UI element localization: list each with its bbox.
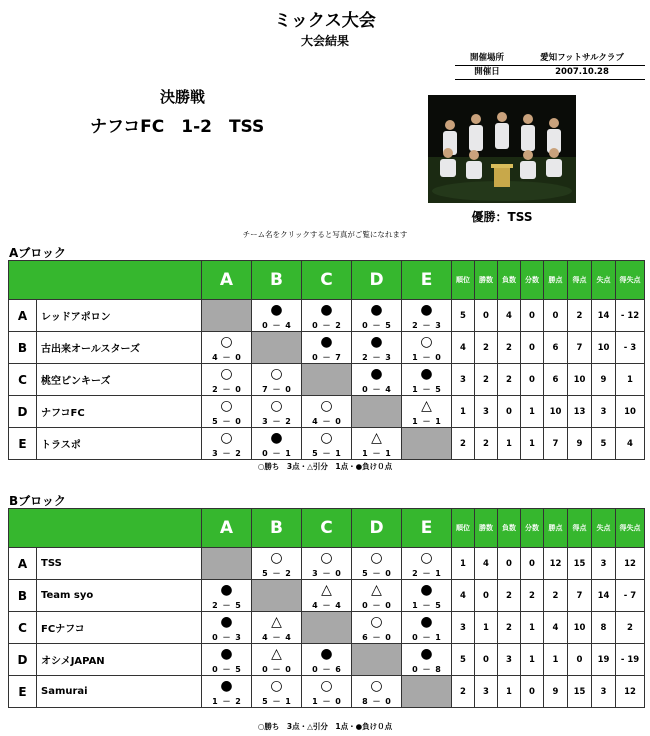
match-result-cell bbox=[252, 548, 302, 580]
self-match-cell bbox=[352, 644, 402, 676]
loss-icon: ● bbox=[220, 678, 233, 694]
stat-value: 10 bbox=[568, 612, 592, 644]
stat-header: 失点 bbox=[592, 509, 616, 548]
match-score: 0 － 7 bbox=[312, 353, 341, 362]
results-table bbox=[8, 508, 645, 708]
self-match-cell bbox=[402, 676, 452, 708]
self-match-cell bbox=[352, 396, 402, 428]
draw-icon: △ bbox=[371, 430, 382, 446]
match-result-cell bbox=[352, 580, 402, 612]
stat-value: 4 bbox=[475, 548, 498, 580]
stat-value: 0 bbox=[521, 364, 544, 396]
self-match-cell bbox=[402, 428, 452, 460]
match-score: 0 － 6 bbox=[312, 665, 341, 674]
draw-icon: △ bbox=[271, 614, 282, 630]
match-score: 0 － 1 bbox=[412, 633, 441, 642]
column-header: E bbox=[402, 509, 452, 548]
match-score: 2 － 0 bbox=[212, 385, 241, 394]
match-score: 4 － 4 bbox=[312, 601, 341, 610]
match-score: 5 － 2 bbox=[262, 569, 291, 578]
match-result-cell bbox=[202, 612, 252, 644]
stat-value: 8 bbox=[592, 612, 616, 644]
table-row bbox=[9, 332, 645, 364]
match-score: 5 － 1 bbox=[262, 697, 291, 706]
match-result-cell bbox=[352, 548, 402, 580]
win-icon: ○ bbox=[220, 430, 233, 446]
row-letter: E bbox=[9, 428, 37, 460]
stat-header: 勝数 bbox=[475, 261, 498, 300]
self-match-cell bbox=[302, 612, 352, 644]
match-score: 4 － 0 bbox=[212, 353, 241, 362]
stat-value: 0 bbox=[475, 580, 498, 612]
match-score: 1 － 5 bbox=[412, 385, 441, 394]
table-row bbox=[9, 548, 645, 580]
stat-value: 12 bbox=[616, 676, 645, 708]
column-header: A bbox=[202, 509, 252, 548]
stat-value: 1 bbox=[521, 396, 544, 428]
stat-value: 0 bbox=[498, 396, 521, 428]
stat-value: 1 bbox=[498, 676, 521, 708]
stat-value: 0 bbox=[544, 300, 568, 332]
stat-value: 2 bbox=[475, 332, 498, 364]
stat-value: - 3 bbox=[616, 332, 645, 364]
loss-icon: ● bbox=[420, 646, 433, 662]
stat-value: 9 bbox=[568, 428, 592, 460]
match-result-cell bbox=[302, 332, 352, 364]
stat-value: 10 bbox=[544, 396, 568, 428]
match-score: 0 － 0 bbox=[362, 601, 391, 610]
stat-value: 12 bbox=[544, 548, 568, 580]
win-icon: ○ bbox=[320, 398, 333, 414]
match-score: 5 － 0 bbox=[212, 417, 241, 426]
stat-value: 3 bbox=[592, 548, 616, 580]
match-score: 1 － 2 bbox=[212, 697, 241, 706]
stat-value: 1 bbox=[475, 612, 498, 644]
event-info bbox=[455, 52, 645, 80]
match-result-cell bbox=[402, 548, 452, 580]
match-result-cell bbox=[252, 428, 302, 460]
loss-icon: ● bbox=[320, 334, 333, 350]
match-score: 0 － 1 bbox=[262, 449, 291, 458]
match-score: 1 － 0 bbox=[412, 353, 441, 362]
stat-value: 1 bbox=[452, 396, 475, 428]
column-header: B bbox=[252, 261, 302, 300]
team-name-link[interactable]: FCナフコ bbox=[37, 612, 202, 644]
table-row bbox=[9, 580, 645, 612]
stat-value: 0 bbox=[521, 300, 544, 332]
self-match-cell bbox=[202, 548, 252, 580]
stat-value: 6 bbox=[544, 364, 568, 396]
match-result-cell bbox=[252, 644, 302, 676]
match-result-cell bbox=[202, 364, 252, 396]
final-label: 決勝戦 bbox=[160, 88, 206, 106]
win-icon: ○ bbox=[370, 678, 383, 694]
match-score: 1 － 5 bbox=[412, 601, 441, 610]
column-header: B bbox=[252, 509, 302, 548]
points-legend: ○勝ち 3点・△引分 1点・●負け０点 bbox=[257, 462, 393, 471]
stat-value: 0 bbox=[521, 676, 544, 708]
match-score: 1 － 1 bbox=[412, 417, 441, 426]
win-icon: ○ bbox=[220, 334, 233, 350]
match-result-cell bbox=[352, 364, 402, 396]
stat-value: 3 bbox=[592, 396, 616, 428]
stat-value: 2 bbox=[568, 300, 592, 332]
table-header-row bbox=[9, 261, 645, 300]
stat-value: 2 bbox=[498, 612, 521, 644]
win-icon: ○ bbox=[420, 334, 433, 350]
block-title: Bブロック bbox=[9, 494, 66, 508]
info-date bbox=[455, 66, 645, 80]
stat-value: 2 bbox=[544, 580, 568, 612]
stat-value: 10 bbox=[616, 396, 645, 428]
stat-value: 9 bbox=[592, 364, 616, 396]
results-table bbox=[8, 260, 645, 460]
match-score: 8 － 0 bbox=[362, 697, 391, 706]
click-note: チーム名をクリックすると写真がご覧になれます bbox=[242, 230, 408, 239]
stat-value: 1 bbox=[521, 428, 544, 460]
match-result-cell bbox=[402, 332, 452, 364]
win-icon: ○ bbox=[370, 614, 383, 630]
win-icon: ○ bbox=[270, 398, 283, 414]
stat-value: 0 bbox=[498, 548, 521, 580]
loss-icon: ● bbox=[320, 646, 333, 662]
stat-value: 3 bbox=[498, 644, 521, 676]
stat-value: 10 bbox=[568, 364, 592, 396]
stat-value: 12 bbox=[616, 548, 645, 580]
stat-value: 1 bbox=[452, 548, 475, 580]
win-icon: ○ bbox=[220, 366, 233, 382]
match-result-cell bbox=[252, 396, 302, 428]
row-letter: D bbox=[9, 396, 37, 428]
win-icon: ○ bbox=[420, 550, 433, 566]
team-name-link[interactable]: ナフコFC bbox=[37, 396, 202, 428]
table-row bbox=[9, 428, 645, 460]
match-score: 0 － 5 bbox=[212, 665, 241, 674]
info-date-label: 開催日 bbox=[474, 67, 500, 77]
win-icon: ○ bbox=[270, 678, 283, 694]
loss-icon: ● bbox=[270, 430, 283, 446]
stat-value: 5 bbox=[452, 644, 475, 676]
match-result-cell bbox=[302, 580, 352, 612]
stat-header: 勝点 bbox=[544, 509, 568, 548]
column-header: C bbox=[302, 509, 352, 548]
match-score: 2 － 1 bbox=[412, 569, 441, 578]
match-score: 4 － 0 bbox=[312, 417, 341, 426]
team-photo-image bbox=[428, 95, 576, 203]
match-score: 0 － 5 bbox=[362, 321, 391, 330]
stat-value: 2 bbox=[498, 364, 521, 396]
table-row bbox=[9, 612, 645, 644]
stat-header: 負数 bbox=[498, 261, 521, 300]
stat-value: - 19 bbox=[616, 644, 645, 676]
info-venue-label: 開催場所 bbox=[469, 53, 504, 63]
match-result-cell bbox=[302, 428, 352, 460]
table-header-row bbox=[9, 509, 645, 548]
info-venue bbox=[455, 52, 645, 66]
loss-icon: ● bbox=[420, 366, 433, 382]
table-row bbox=[9, 300, 645, 332]
win-icon: ○ bbox=[270, 366, 283, 382]
match-score: 0 － 4 bbox=[362, 385, 391, 394]
stat-value: 3 bbox=[475, 396, 498, 428]
stat-value: 14 bbox=[592, 300, 616, 332]
match-result-cell bbox=[402, 644, 452, 676]
loss-icon: ● bbox=[220, 582, 233, 598]
header-corner bbox=[9, 261, 202, 300]
table-row bbox=[9, 364, 645, 396]
stat-header: 分数 bbox=[521, 261, 544, 300]
stat-value: 5 bbox=[592, 428, 616, 460]
match-result-cell bbox=[302, 676, 352, 708]
draw-icon: △ bbox=[321, 582, 332, 598]
stat-value: 1 bbox=[616, 364, 645, 396]
draw-icon: △ bbox=[421, 398, 432, 414]
stat-value: 1 bbox=[544, 644, 568, 676]
stat-value: 2 bbox=[475, 364, 498, 396]
draw-icon: △ bbox=[271, 646, 282, 662]
team-name-link[interactable]: 桃空ピンキーズ bbox=[37, 364, 202, 396]
stat-value: 3 bbox=[452, 612, 475, 644]
team-name-link[interactable]: 古出来オールスターズ bbox=[37, 332, 202, 364]
win-icon: ○ bbox=[320, 430, 333, 446]
match-result-cell bbox=[402, 300, 452, 332]
info-date-value: 2007.10.28 bbox=[555, 67, 609, 77]
stat-header: 得失点 bbox=[616, 261, 645, 300]
stat-value: 3 bbox=[452, 364, 475, 396]
match-result-cell bbox=[302, 644, 352, 676]
match-result-cell bbox=[302, 548, 352, 580]
win-icon: ○ bbox=[220, 398, 233, 414]
loss-icon: ● bbox=[370, 366, 383, 382]
stat-value: 5 bbox=[452, 300, 475, 332]
loss-icon: ● bbox=[420, 582, 433, 598]
loss-icon: ● bbox=[320, 302, 333, 318]
win-icon: ○ bbox=[320, 550, 333, 566]
loss-icon: ● bbox=[420, 302, 433, 318]
stat-header: 得点 bbox=[568, 509, 592, 548]
stat-header: 分数 bbox=[521, 509, 544, 548]
stat-value: 0 bbox=[521, 332, 544, 364]
stat-value: 4 bbox=[544, 612, 568, 644]
match-result-cell bbox=[402, 396, 452, 428]
stat-value: 4 bbox=[452, 332, 475, 364]
stat-value: 2 bbox=[475, 428, 498, 460]
stat-value: 7 bbox=[544, 428, 568, 460]
match-score: 6 － 0 bbox=[362, 633, 391, 642]
match-result-cell bbox=[252, 676, 302, 708]
match-score: 5 － 0 bbox=[362, 569, 391, 578]
match-score: 5 － 1 bbox=[312, 449, 341, 458]
win-icon: ○ bbox=[370, 550, 383, 566]
team-photo[interactable] bbox=[428, 95, 576, 203]
match-score: 0 － 0 bbox=[262, 665, 291, 674]
stat-value: 1 bbox=[498, 428, 521, 460]
team-name-link[interactable]: Team syo bbox=[37, 580, 202, 612]
table-row bbox=[9, 676, 645, 708]
match-score: 2 － 5 bbox=[212, 601, 241, 610]
row-letter: B bbox=[9, 580, 37, 612]
stat-value: 15 bbox=[568, 548, 592, 580]
stat-value: 10 bbox=[592, 332, 616, 364]
stat-value: 1 bbox=[521, 612, 544, 644]
stat-value: 13 bbox=[568, 396, 592, 428]
match-score: 3 － 2 bbox=[262, 417, 291, 426]
match-result-cell bbox=[302, 396, 352, 428]
stat-value: 4 bbox=[498, 300, 521, 332]
stat-value: 2 bbox=[498, 580, 521, 612]
stat-value: 0 bbox=[475, 644, 498, 676]
match-result-cell bbox=[402, 612, 452, 644]
match-score: 3 － 0 bbox=[312, 569, 341, 578]
match-score: 0 － 8 bbox=[412, 665, 441, 674]
team-name-link[interactable]: Samurai bbox=[37, 676, 202, 708]
column-header: D bbox=[352, 261, 402, 300]
team-name-link[interactable]: レッドアポロン bbox=[37, 300, 202, 332]
self-match-cell bbox=[202, 300, 252, 332]
final-score: ナフコFC 1-2 TSS bbox=[90, 117, 265, 137]
stat-value: - 7 bbox=[616, 580, 645, 612]
loss-icon: ● bbox=[370, 334, 383, 350]
stat-header: 失点 bbox=[592, 261, 616, 300]
match-result-cell bbox=[202, 332, 252, 364]
row-letter: B bbox=[9, 332, 37, 364]
row-letter: C bbox=[9, 364, 37, 396]
match-result-cell bbox=[352, 676, 402, 708]
team-name-link[interactable]: TSS bbox=[37, 548, 202, 580]
match-score: 3 － 2 bbox=[212, 449, 241, 458]
match-result-cell bbox=[402, 364, 452, 396]
match-result-cell bbox=[252, 364, 302, 396]
stat-header: 負数 bbox=[498, 509, 521, 548]
loss-icon: ● bbox=[220, 614, 233, 630]
match-score: 2 － 3 bbox=[412, 321, 441, 330]
stat-value: 2 bbox=[616, 612, 645, 644]
winner-label: 優勝：TSS bbox=[471, 210, 533, 224]
page-title: ミックス大会 bbox=[274, 11, 376, 31]
stat-value: 2 bbox=[452, 676, 475, 708]
match-result-cell bbox=[252, 612, 302, 644]
win-icon: ○ bbox=[320, 678, 333, 694]
self-match-cell bbox=[252, 580, 302, 612]
stat-value: 3 bbox=[592, 676, 616, 708]
draw-icon: △ bbox=[371, 582, 382, 598]
page-subtitle: 大会結果 bbox=[300, 34, 349, 48]
stat-value: 7 bbox=[568, 580, 592, 612]
stat-value: 6 bbox=[544, 332, 568, 364]
self-match-cell bbox=[302, 364, 352, 396]
column-header: E bbox=[402, 261, 452, 300]
stat-value: 1 bbox=[521, 644, 544, 676]
match-score: 7 － 0 bbox=[262, 385, 291, 394]
table-row bbox=[9, 396, 645, 428]
block-title: Aブロック bbox=[9, 246, 67, 260]
match-result-cell bbox=[202, 428, 252, 460]
stat-value: 0 bbox=[521, 548, 544, 580]
match-result-cell bbox=[202, 644, 252, 676]
loss-icon: ● bbox=[370, 302, 383, 318]
match-result-cell bbox=[202, 676, 252, 708]
row-letter: D bbox=[9, 644, 37, 676]
stat-value: 19 bbox=[592, 644, 616, 676]
loss-icon: ● bbox=[420, 614, 433, 630]
stat-header: 得失点 bbox=[616, 509, 645, 548]
loss-icon: ● bbox=[270, 302, 283, 318]
match-result-cell bbox=[252, 300, 302, 332]
column-header: A bbox=[202, 261, 252, 300]
match-score: 0 － 2 bbox=[312, 321, 341, 330]
stat-header: 順位 bbox=[452, 509, 475, 548]
match-score: 2 － 3 bbox=[362, 353, 391, 362]
table-row bbox=[9, 644, 645, 676]
match-score: 4 － 4 bbox=[262, 633, 291, 642]
match-score: 0 － 4 bbox=[262, 321, 291, 330]
stat-value: 0 bbox=[568, 644, 592, 676]
stat-value: 4 bbox=[452, 580, 475, 612]
team-name-link[interactable]: オシメJAPAN bbox=[37, 644, 202, 676]
match-result-cell bbox=[352, 332, 402, 364]
row-letter: E bbox=[9, 676, 37, 708]
stat-value: 2 bbox=[452, 428, 475, 460]
row-letter: A bbox=[9, 300, 37, 332]
stat-header: 順位 bbox=[452, 261, 475, 300]
stat-value: 0 bbox=[475, 300, 498, 332]
points-legend: ○勝ち 3点・△引分 1点・●負け０点 bbox=[257, 722, 393, 731]
win-icon: ○ bbox=[270, 550, 283, 566]
match-result-cell bbox=[352, 300, 402, 332]
stat-header: 勝点 bbox=[544, 261, 568, 300]
stat-value: - 12 bbox=[616, 300, 645, 332]
row-letter: A bbox=[9, 548, 37, 580]
row-letter: C bbox=[9, 612, 37, 644]
match-result-cell bbox=[352, 612, 402, 644]
column-header: C bbox=[302, 261, 352, 300]
header-corner bbox=[9, 509, 202, 548]
column-header: D bbox=[352, 509, 402, 548]
loss-icon: ● bbox=[220, 646, 233, 662]
stat-header: 勝数 bbox=[475, 509, 498, 548]
match-score: 1 － 0 bbox=[312, 697, 341, 706]
info-venue-value: 愛知フットサルクラブ bbox=[540, 53, 624, 63]
match-score: 0 － 3 bbox=[212, 633, 241, 642]
match-score: 1 － 1 bbox=[362, 449, 391, 458]
stat-value: 3 bbox=[475, 676, 498, 708]
stat-value: 2 bbox=[498, 332, 521, 364]
stat-value: 14 bbox=[592, 580, 616, 612]
stat-value: 4 bbox=[616, 428, 645, 460]
stat-value: 15 bbox=[568, 676, 592, 708]
match-result-cell bbox=[402, 580, 452, 612]
team-name-link[interactable]: トラスポ bbox=[37, 428, 202, 460]
self-match-cell bbox=[252, 332, 302, 364]
match-result-cell bbox=[202, 580, 252, 612]
stat-value: 9 bbox=[544, 676, 568, 708]
match-result-cell bbox=[202, 396, 252, 428]
match-result-cell bbox=[302, 300, 352, 332]
stat-header: 得点 bbox=[568, 261, 592, 300]
stat-value: 2 bbox=[521, 580, 544, 612]
stat-value: 7 bbox=[568, 332, 592, 364]
match-result-cell bbox=[352, 428, 402, 460]
